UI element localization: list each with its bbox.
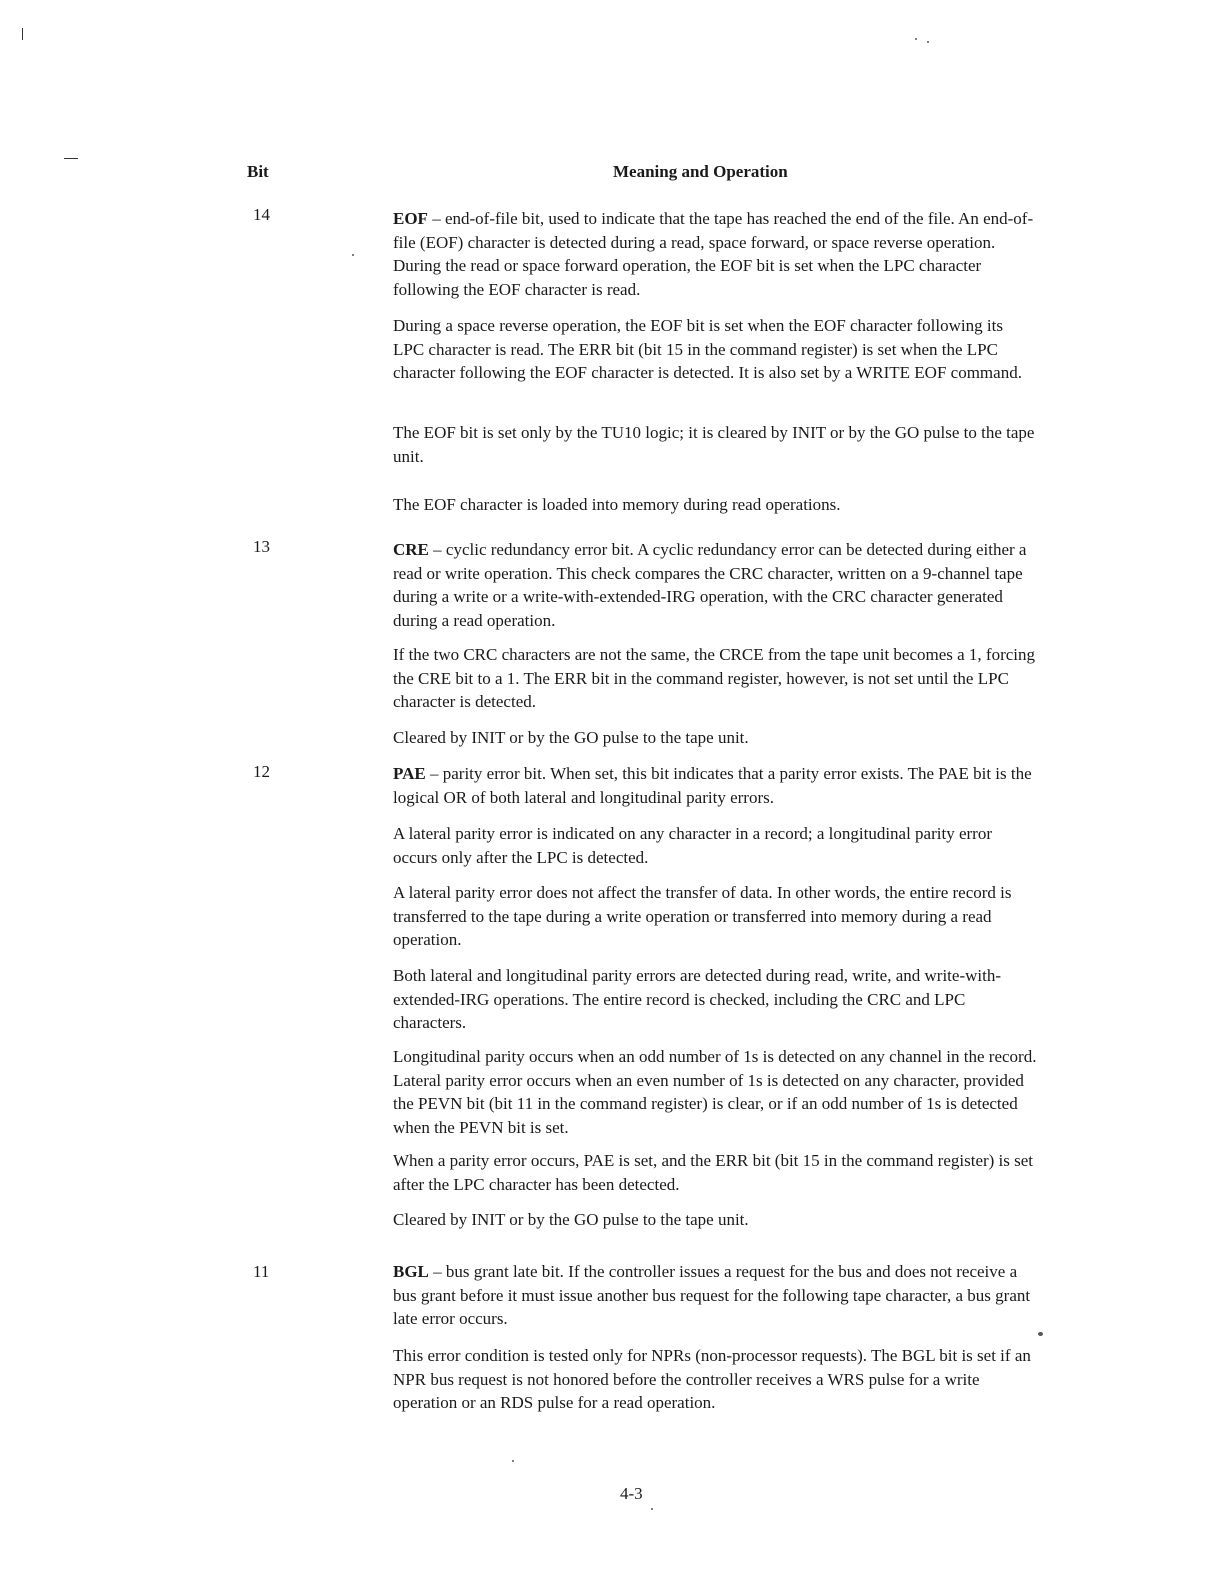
paragraph: If the two CRC characters are not the same, the CRCE from the tape unit becomes a 1, forcing the CRE bit to a 1. The ERR bit in the command register, however, is not set until the LPC character is detected. <box>393 645 1036 711</box>
term: EOF <box>393 209 428 228</box>
bit-number: 14 <box>253 205 270 224</box>
column-header-meaning: Meaning and Operation <box>613 162 788 181</box>
paragraph: Longitudinal parity occurs when an odd number of 1s is detected on any channel in the record. Lateral parity error occurs when an even number of 1s is detected on any character, provided the PEVN bit (bit 11 in the command register) is clear, or if an odd number of 1s is detected when the PEVN bit is set. <box>393 1047 1037 1137</box>
bit-number: 11 <box>253 1262 270 1281</box>
scan-speck <box>927 41 929 43</box>
paragraph: A lateral parity error is indicated on any character in a record; a longitudinal parity error occurs only after the LPC is detected. <box>393 824 992 867</box>
paragraph: BGL – bus grant late bit. If the controller issues a request for the bus and does not receive a bus grant before it must issue another bus request for the following tape character, a bus grant late error occurs. <box>393 1262 1031 1328</box>
paragraph: Cleared by INIT or by the GO pulse to the tape unit. <box>393 728 749 747</box>
term: CRE <box>393 540 429 559</box>
scan-mark <box>22 28 23 40</box>
scan-mark <box>64 158 78 159</box>
paragraph: The EOF bit is set only by the TU10 logic; it is cleared by INIT or by the GO pulse to the tape unit. <box>393 423 1035 466</box>
term: PAE <box>393 764 426 783</box>
paragraph: PAE – parity error bit. When set, this bit indicates that a parity error exists. The PAE bit is the logical OR of both lateral and longitudinal parity errors. <box>393 764 1032 807</box>
paragraph: EOF – end-of-file bit, used to indicate that the tape has reached the end of the file. An end-of-file (EOF) character is detected during a read, space forward, or space reverse operation. During the read or space forward operation, the EOF bit is set when the LPC character following the EOF character is read. <box>393 209 1034 299</box>
paragraph: CRE – cyclic redundancy error bit. A cyclic redundancy error can be detected during either a read or write operation. This check compares the CRC character, written on a 9-channel tape during a write or a write-with-extended-IRG operation, with the CRC character generated during a read operation. <box>393 540 1027 630</box>
bit-number: 12 <box>253 762 270 781</box>
page-number: 4-3 <box>620 1484 643 1503</box>
column-header-bit: Bit <box>247 162 269 181</box>
scan-speck <box>512 1460 514 1462</box>
bit-number: 13 <box>253 537 270 556</box>
paragraph: Cleared by INIT or by the GO pulse to the tape unit. <box>393 1210 749 1229</box>
paragraph: This error condition is tested only for NPRs (non-processor requests). The BGL bit is set if an NPR bus request is not honored before the controller receives a WRS pulse for a write operation or an RDS pulse for a read operation. <box>393 1346 1031 1412</box>
paragraph: Both lateral and longitudinal parity errors are detected during read, write, and write-with-extended-IRG operations. The entire record is checked, including the CRC and LPC characters. <box>393 966 1001 1032</box>
scan-speck <box>651 1508 653 1510</box>
scan-speck <box>915 38 917 40</box>
paragraph: A lateral parity error does not affect the transfer of data. In other words, the entire record is transferred to the tape during a write operation or transferred into memory during a read operation. <box>393 883 1012 949</box>
term: BGL <box>393 1262 429 1281</box>
paragraph: The EOF character is loaded into memory during read operations. <box>393 495 841 514</box>
paragraph: When a parity error occurs, PAE is set, and the ERR bit (bit 15 in the command register) is set after the LPC character has been detected. <box>393 1151 1034 1194</box>
scan-speck <box>352 254 354 256</box>
scan-speck <box>1038 1332 1043 1336</box>
paragraph: During a space reverse operation, the EOF bit is set when the EOF character following its LPC character is read. The ERR bit (bit 15 in the command register) is set when the LPC character following the EOF character is detected. It is also set by a WRITE EOF command. <box>393 316 1022 382</box>
